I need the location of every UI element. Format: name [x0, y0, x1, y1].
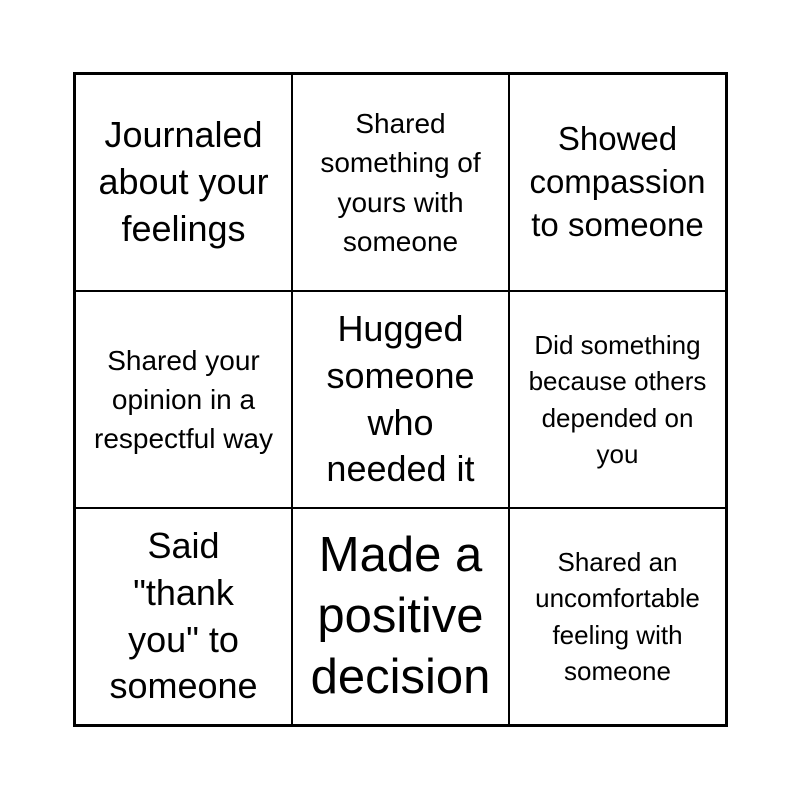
bingo-cell-9[interactable]: [509, 508, 726, 725]
bingo-cell-text: Shared an uncomfortable feeling with someone: [535, 546, 700, 686]
bingo-cell-1[interactable]: [75, 74, 292, 291]
bingo-cell-text: Showed compassion to someone: [529, 120, 706, 243]
bingo-cell-3[interactable]: [509, 74, 726, 291]
bingo-cell-text: Said "thank you" to someone: [109, 524, 258, 707]
bingo-board: [73, 72, 728, 727]
bingo-cell-2[interactable]: [292, 74, 509, 291]
bingo-cell-text: Shared your opinion in a respectful way: [94, 344, 273, 455]
bingo-cell-4[interactable]: [75, 291, 292, 508]
bingo-cell-8[interactable]: [292, 508, 509, 725]
bingo-cell-text: Hugged someone who needed it: [326, 307, 475, 490]
bingo-cell-7[interactable]: [75, 508, 292, 725]
bingo-cell-5[interactable]: [292, 291, 509, 508]
bingo-cell-text: Made a positive decision: [310, 527, 491, 705]
bingo-cell-text: Shared something of yours with someone: [320, 108, 481, 257]
bingo-cell-text: Did something because others depended on you: [528, 329, 707, 469]
bingo-cell-text: Journaled about your feelings: [98, 114, 269, 249]
bingo-cell-6[interactable]: [509, 291, 726, 508]
